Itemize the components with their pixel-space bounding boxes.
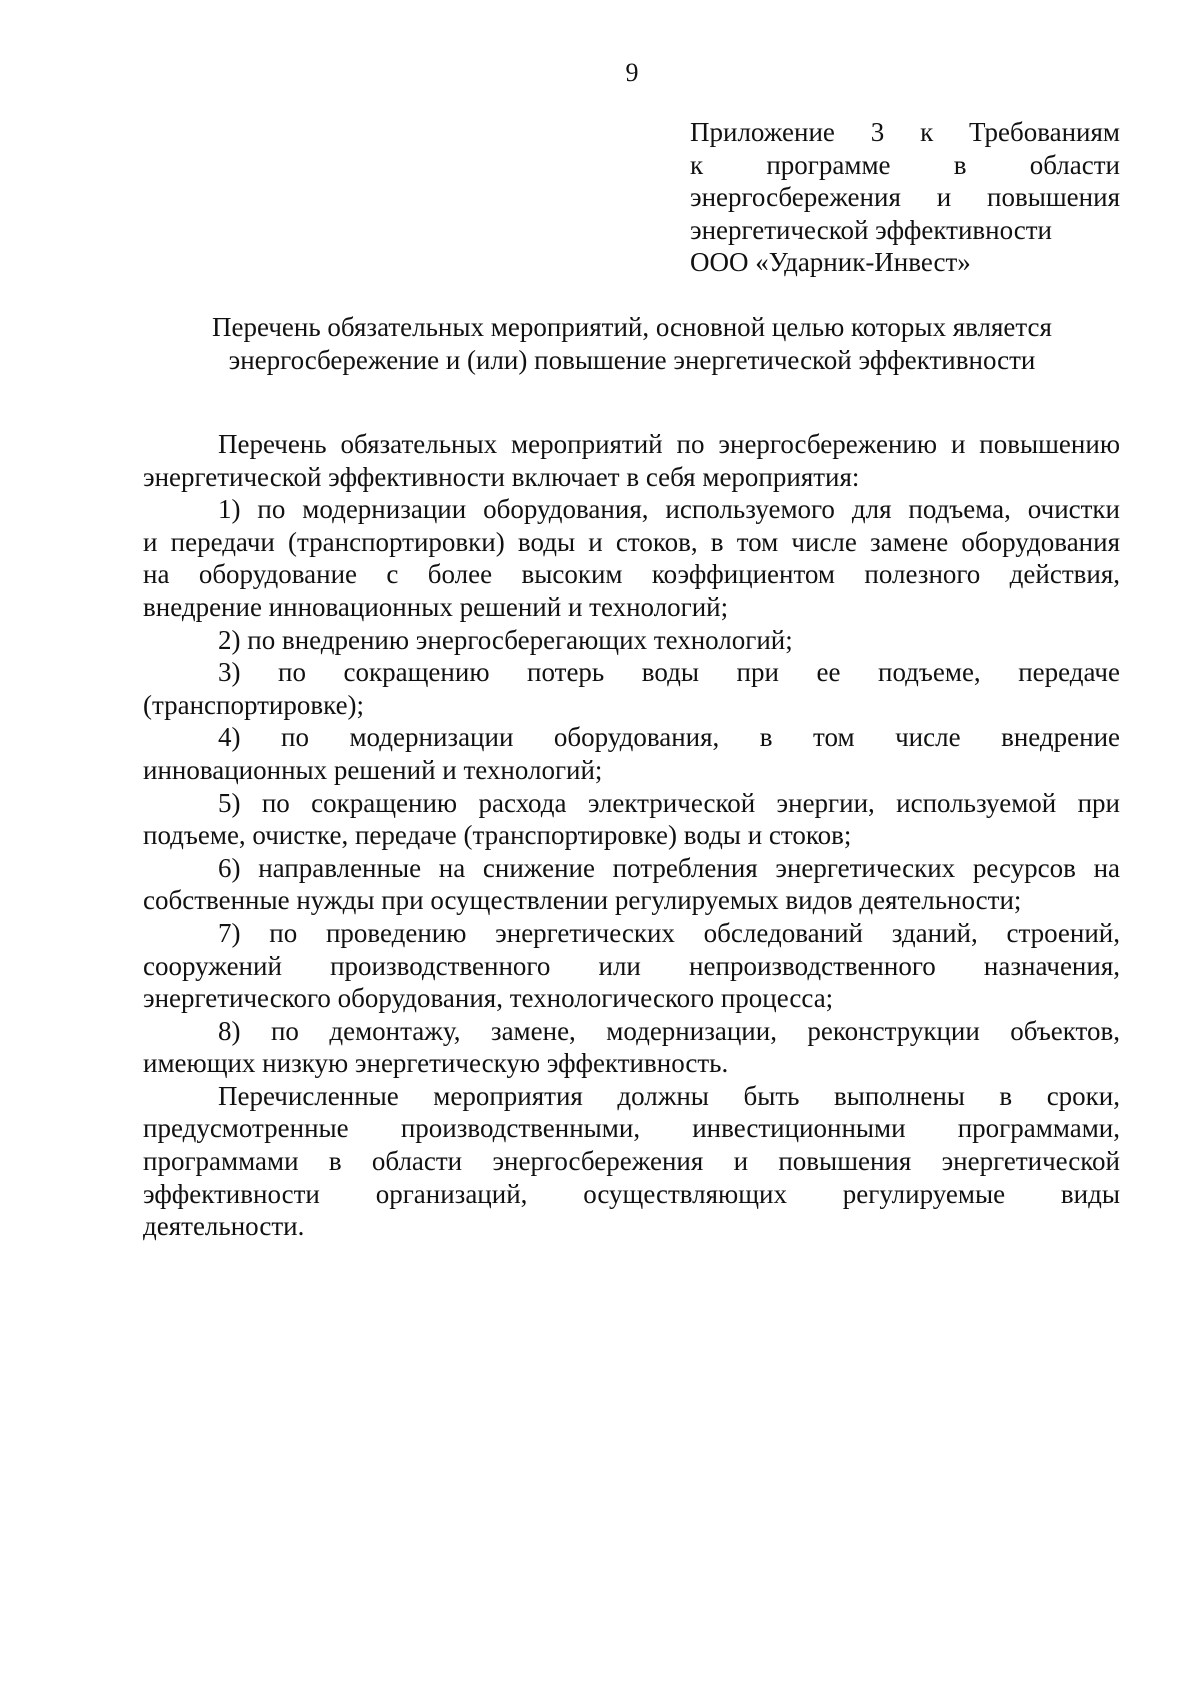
text-line: Перечень обязательных мероприятий по энергосбережению и повышению (218, 429, 1120, 459)
text-line: 6) направленные на снижение потребления энергетических ресурсов на (218, 852, 1120, 883)
text-line: 4) по модернизации оборудования, в том числе внедрение (218, 722, 1120, 753)
list-item-8 (143, 1015, 1120, 1080)
list-item-2 (143, 624, 1120, 657)
text-line: эффективности организаций, осуществляющих регулируемые виды (143, 1178, 1120, 1209)
list-item-5 (143, 787, 1120, 852)
text-line: (транспортировке); (143, 689, 365, 720)
text-line: предусмотренные производственными, инвестиционными программами, (143, 1113, 1120, 1144)
text-line: 2) по внедрению энергосберегающих технологий; (218, 624, 793, 655)
appendix-line: Приложение 3 к Требованиям (690, 117, 1120, 147)
list-item-3 (143, 656, 1120, 721)
text-line: сооружений производственного или непроизводственного назначения, (143, 950, 1120, 981)
text-line: 3) по сокращению потерь воды при ее подъеме, передаче (218, 657, 1120, 688)
appendix-line: энергосбережения и повышения (690, 182, 1120, 212)
text-line: 7) по проведению энергетических обследований зданий, строений, (218, 917, 1120, 948)
text-line: программами в области энергосбережения и повышения энергетической (143, 1146, 1120, 1177)
appendix-header (690, 116, 1120, 279)
text-line: деятельности. (143, 1211, 305, 1242)
document-body (143, 428, 1120, 1243)
text-line: имеющих низкую энергетическую эффективность. (143, 1048, 729, 1079)
text-line: на оборудование с более высоким коэффициентом полезного действия, (143, 559, 1120, 590)
document-title (140, 311, 1124, 377)
appendix-line: к программе в области (690, 149, 1120, 180)
appendix-line: энергетической эффективности (690, 214, 1052, 245)
list-item-6 (143, 852, 1120, 917)
text-line: 8) по демонтажу, замене, модернизации, реконструкции объектов, (218, 1015, 1120, 1046)
text-line: 1) по модернизации оборудования, используемого для подъема, очистки (218, 494, 1120, 525)
intro-paragraph (143, 428, 1120, 493)
text-line: 5) по сокращению расхода электрической энергии, используемой при (218, 787, 1120, 818)
title-line: Перечень обязательных мероприятий, основной целью которых является (212, 312, 1052, 342)
page-number: 9 (625, 58, 639, 87)
text-line: внедрение инновационных решений и технологий; (143, 591, 729, 622)
text-line: энергетической эффективности включает в себя мероприятия: (143, 461, 860, 492)
appendix-line: ООО «Ударник-Инвест» (690, 247, 971, 277)
text-line: энергетического оборудования, технологического процесса; (143, 983, 834, 1014)
text-line: Перечисленные мероприятия должны быть выполнены в сроки, (218, 1080, 1120, 1111)
text-line: собственные нужды при осуществлении регулируемых видов деятельности; (143, 885, 1022, 916)
text-line: и передачи (транспортировки) воды и стоков, в том числе замене оборудования (143, 526, 1120, 557)
closing-paragraph (143, 1080, 1120, 1243)
list-item-7 (143, 917, 1120, 1015)
list-item-1 (143, 493, 1120, 623)
list-item-4 (143, 721, 1120, 786)
title-line: энергосбережение и (или) повышение энергетической эффективности (228, 345, 1036, 375)
text-line: инновационных решений и технологий; (143, 754, 603, 785)
text-line: подъеме, очистке, передаче (транспортировке) воды и стоков; (143, 820, 852, 851)
